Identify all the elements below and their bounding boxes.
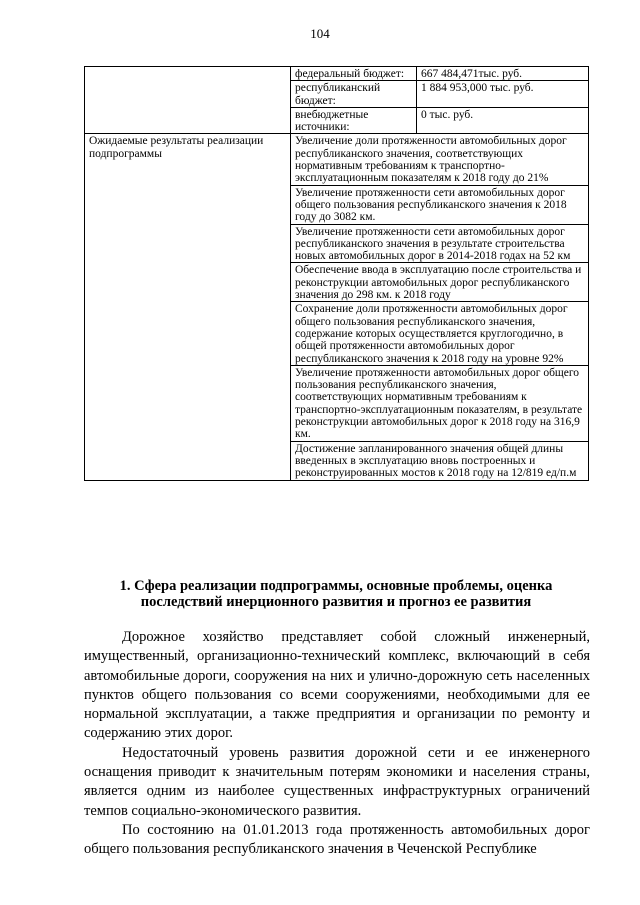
budget-label: федеральный бюджет: [291, 67, 417, 81]
page-number: 104 [310, 26, 330, 41]
budget-value: 0 тыс. руб. [417, 107, 589, 134]
body-text [84, 628, 590, 860]
paragraph: По состоянию на 01.01.2013 года протяженность автомобильных дорог общего пользования республиканского значения в Чеченской Республике [84, 821, 590, 858]
table-row [85, 67, 589, 81]
passport-table [84, 66, 589, 481]
budget-label: внебюджетные источники: [291, 107, 417, 134]
paragraph: Недостаточный уровень развития дорожной сети и ее инженерного оснащения приводит к значительным потерям экономики и населения страны, является одним из наиболее существенных инфраструктурных ограничений темпов социально-экономического развития. [84, 744, 590, 819]
table-row [85, 134, 589, 185]
result-item: Увеличение протяженности автомобильных дорог общего пользования республиканского значения, соответствующих нормативным требованиям к транспортно-эксплуатационным показателям, в результате реконструкции автомобильных дорог к 2018 году на 316,9 км. [291, 365, 589, 441]
results-label: Ожидаемые результаты реализации подпрограммы [85, 134, 291, 480]
result-item: Увеличение доли протяженности автомобильных дорог республиканского значения, соответствующих нормативным требованиям к транспортно-эксплуатационным показателям к 2018 году до 21% [291, 134, 589, 185]
result-item: Сохранение доли протяженности автомобильных дорог общего пользования республиканского значения, содержание которых осуществляется круглогодично, в общей протяженности автомобильных дорог республиканского значения к 2018 году на уровне 92% [291, 302, 589, 365]
budget-value: 667 484,471тыс. руб. [417, 67, 589, 81]
result-item: Увеличение протяженности сети автомобильных дорог республиканского значения в результате строительства новых автомобильных дорог в 2014-2018 годах на 52 км [291, 224, 589, 263]
result-item: Обеспечение ввода в эксплуатацию после строительства и реконструкции автомобильных дорог республиканского значения до 298 км. к 2018 году [291, 263, 589, 302]
result-item: Увеличение протяженности сети автомобильных дорог общего пользования республиканского значения к 2018 году до 3082 км. [291, 185, 589, 224]
budget-label: республиканский бюджет: [291, 81, 417, 108]
paragraph: Дорожное хозяйство представляет собой сложный инженерный, имущественный, организационно-технический комплекс, включающий в себя автомобильные дороги, сооружения на них и улично-дорожную сеть населенных пунктов общего пользования со всеми сооружениями, необходимыми для ее нормальной эксплуатации, а также предприятия и организации по ремонту и содержанию этих дорог. [84, 629, 590, 742]
budget-value: 1 884 953,000 тыс. руб. [417, 81, 589, 108]
section-heading: 1. Сфера реализации подпрограммы, основные проблемы, оценка последствий инерционного развития и прогноз ее развития [119, 578, 553, 610]
result-item: Достижение запланированного значения общей длины введенных в эксплуатацию вновь построенных и реконструированных мостов к 2018 году на 12/819 ед/п.м [291, 441, 589, 480]
empty-label-cell [85, 67, 291, 134]
